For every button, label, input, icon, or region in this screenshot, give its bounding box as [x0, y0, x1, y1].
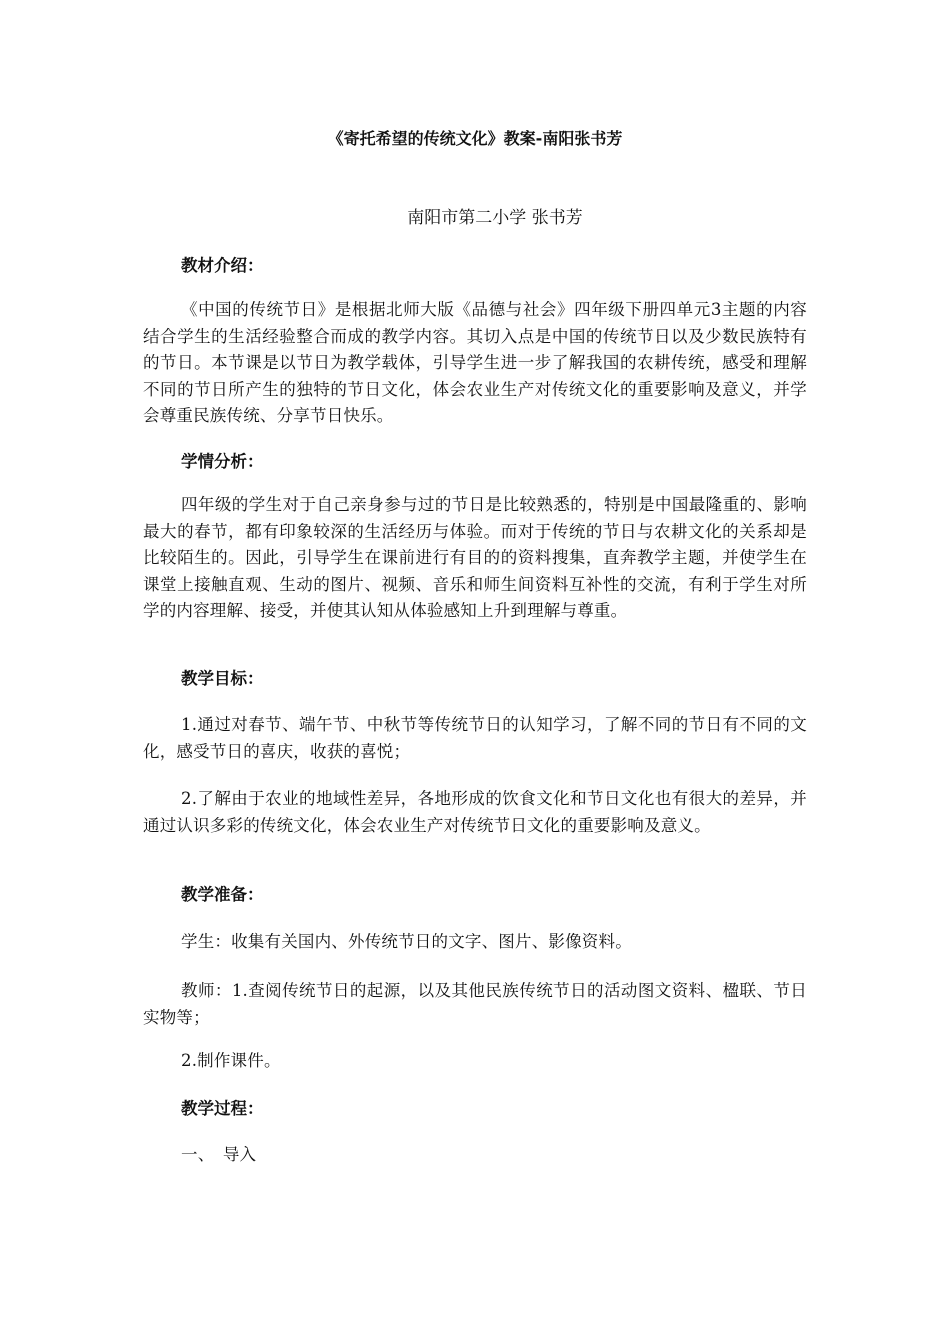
document-title: 《寄托希望的传统文化》教案-南阳张书芳 [327, 129, 623, 148]
section-heading-goals: 教学目标： [181, 669, 264, 688]
preparation-teacher-item-2: 2.制作课件。 [181, 1051, 281, 1070]
author-line: 南阳市第二小学 张书芳 [407, 208, 583, 228]
preparation-students: 学生：收集有关国内、外传统节日的文字、图片、影像资料。 [181, 932, 632, 951]
preparation-teacher: 教师：1.查阅传统节日的起源，以及其他民族传统节日的活动图文资料、楹联、节日实物等； [143, 981, 807, 1027]
section-heading-preparation: 教学准备： [181, 885, 264, 904]
paragraph-materials: 《中国的传统节日》是根据北师大版《品德与社会》四年级下册四单元3主题的内容结合学生的生活经验整合而成的教学内容。其切入点是中国的传统节日以及少数民族特有的节日。本节课是以节日为教学载体，引导学生进一步了解我国的农耕传统，感受和理解不同的节日所产生的独特的节日文化，体会农业生产对传统文化的重要影响及意义，并学会尊重民族传统、分享节日快乐。 [143, 300, 807, 425]
section-heading-process: 教学过程： [181, 1099, 264, 1118]
process-step-1: 一、 导入 [181, 1145, 257, 1164]
goal-item-2: 2.了解由于农业的地域性差异，各地形成的饮食文化和节日文化也有很大的差异，并通过认识多彩的传统文化，体会农业生产对传统节日文化的重要影响及意义。 [143, 789, 807, 835]
paragraph-analysis: 四年级的学生对于自己亲身参与过的节日是比较熟悉的，特别是中国最隆重的、影响最大的春节，都有印象较深的生活经历与体验。而对于传统的节日与农耕文化的关系却是比较陌生的。因此，引导学生在课前进行有目的的资料搜集，直奔教学主题，并使学生在课堂上接触直观、生动的图片、视频、音乐和师生间资料互补性的交流，有利于学生对所学的内容理解、接受，并使其认知从体验感知上升到理解与尊重。 [143, 495, 807, 620]
section-heading-analysis: 学情分析： [181, 452, 264, 471]
section-heading-materials: 教材介绍： [181, 256, 264, 275]
goal-item-1: 1.通过对春节、端午节、中秋节等传统节日的认知学习，了解不同的节日有不同的文化，感受节日的喜庆，收获的喜悦； [143, 715, 807, 761]
